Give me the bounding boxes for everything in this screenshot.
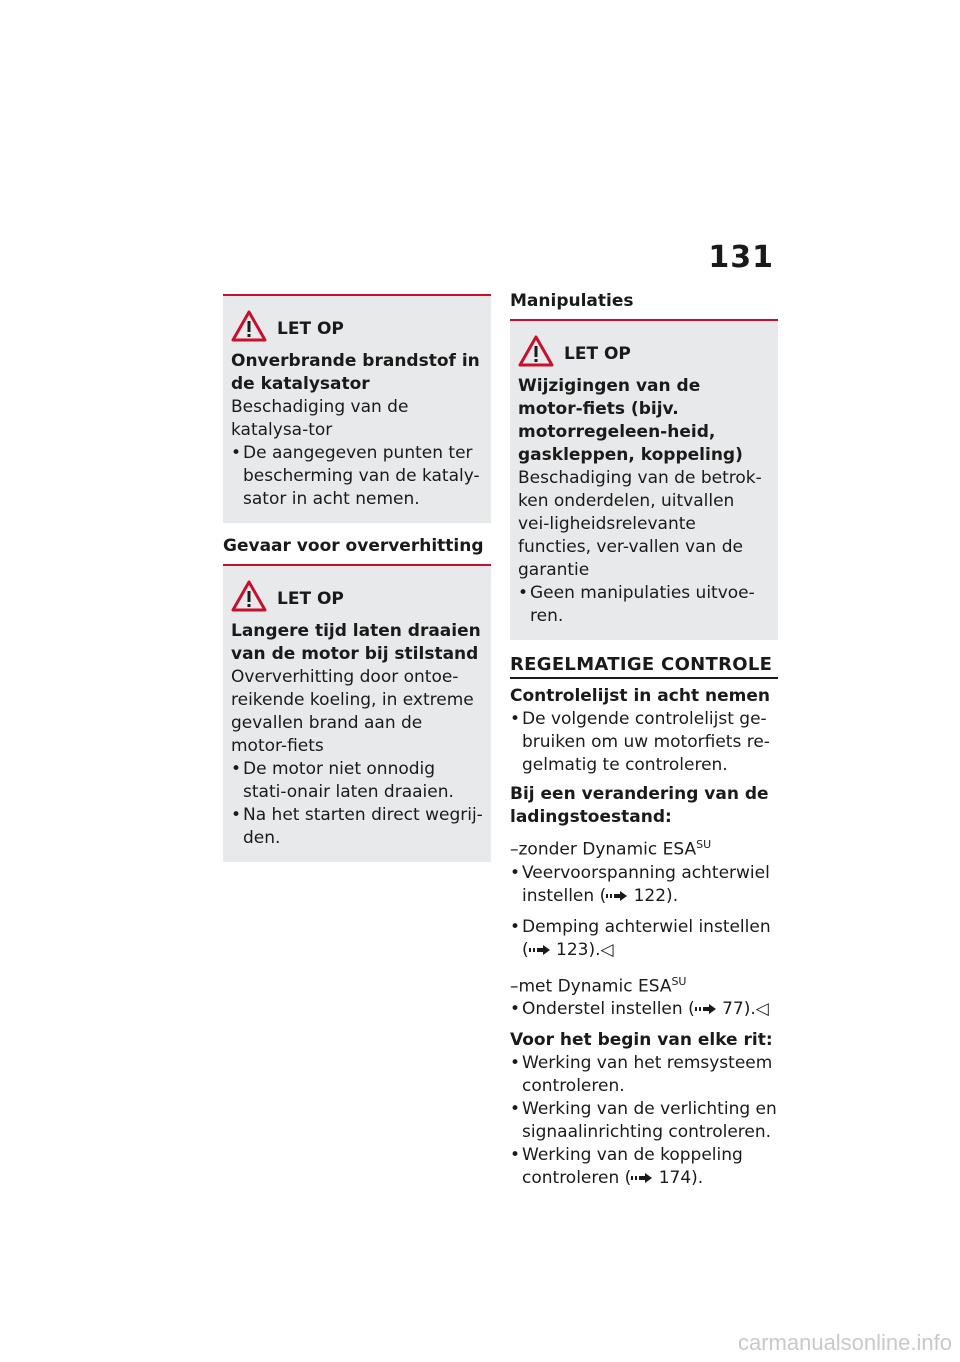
warning-header bbox=[231, 580, 483, 612]
list-item: • Geen manipulaties uitvoe-ren. bbox=[518, 583, 755, 626]
dash-item-without-esa: –zonder Dynamic $ESA^{SU}$ bbox=[510, 838, 712, 860]
warning-label: LET OP bbox=[277, 589, 344, 609]
before-ride-list bbox=[510, 1052, 778, 1190]
list-item: • Werking van de koppeling controleren ( 174). bbox=[510, 1145, 743, 1189]
checklist-intro bbox=[510, 708, 778, 777]
page-reference-arrow-icon bbox=[695, 1004, 717, 1014]
warning-bullets bbox=[231, 758, 483, 850]
page-reference[interactable]: 122). bbox=[633, 885, 679, 906]
page-number: 131 bbox=[708, 240, 774, 275]
subheading-load-change: Bij een verandering van de ladingstoestand: bbox=[510, 784, 769, 827]
warning-triangle-icon bbox=[231, 310, 267, 342]
list-item: • Na het starten direct wegrij-den. bbox=[231, 805, 483, 848]
warning-label: LET OP bbox=[277, 319, 344, 339]
page-reference-arrow-icon bbox=[606, 891, 628, 901]
right-column bbox=[510, 290, 778, 1190]
dash-item-with-esa: –met Dynamic $ESA^{SU}$ bbox=[510, 974, 687, 997]
warning-box-manipulations bbox=[510, 321, 778, 640]
warning-text: Oververhitting door ontoe-reikende koeling, in extreme gevallen brand aan de motor-fiets bbox=[231, 667, 474, 756]
list-item: • Veervoorspanning achterwiel instellen ( 122). bbox=[510, 862, 770, 906]
warning-bullets bbox=[518, 582, 770, 628]
warning-box-catalyst bbox=[223, 294, 491, 523]
warning-triangle-icon bbox=[518, 335, 554, 367]
left-column bbox=[223, 294, 491, 862]
page-reference-arrow-icon bbox=[631, 1173, 653, 1183]
warning-text: Beschadiging van de katalysa-tor bbox=[231, 397, 409, 440]
list-item: • Werking van het remsysteem controleren. bbox=[510, 1053, 773, 1097]
major-title-regular-check: REGELMATIGE CONTROLE bbox=[510, 640, 778, 679]
list-item: • Werking van de verlichting en signaalinrichting controleren. bbox=[510, 1099, 777, 1143]
warning-box-overheating bbox=[223, 566, 491, 862]
page-reference[interactable]: 123).◁ bbox=[556, 939, 614, 960]
section-title-manipulations: Manipulaties bbox=[510, 290, 778, 321]
warning-bullets bbox=[231, 442, 483, 511]
warning-text: Beschadiging van de betrok-ken onderdelen, uitvallen vei-ligheidsrelevante functies, ver-vallen van de garantie bbox=[518, 468, 762, 580]
page-reference[interactable]: 77).◁ bbox=[722, 999, 769, 1020]
list-item: • De aangegeven punten ter bescherming van de kataly-sator in acht nemen. bbox=[231, 443, 480, 509]
with-esa-list bbox=[510, 998, 778, 1021]
list-item: • Onderstel instellen ( 77).◁ bbox=[510, 999, 769, 1020]
warning-heading: Wijzigingen van de motor-fiets (bijv. motorregeleen-heid, gaskleppen, koppeling) bbox=[518, 376, 743, 465]
warning-label: LET OP bbox=[564, 344, 631, 364]
watermark: carmanualsonline.info bbox=[737, 1330, 952, 1355]
warning-header bbox=[518, 335, 770, 367]
list-item: • Demping achterwiel instellen ( 123).◁ bbox=[510, 916, 771, 960]
warning-heading: Onverbrande brandstof in de katalysator bbox=[231, 351, 480, 394]
list-item: • De motor niet onnodig stati-onair laten draaien. bbox=[231, 759, 454, 802]
warning-heading: Langere tijd laten draaien van de motor bij stilstand bbox=[231, 621, 481, 664]
warning-triangle-icon bbox=[231, 580, 267, 612]
list-item: • De volgende controlelijst ge-bruiken om uw motorfiets re-gelmatig te controleren. bbox=[510, 709, 770, 775]
page-reference-arrow-icon bbox=[529, 945, 551, 955]
subheading-checklist: Controlelijst in acht nemen bbox=[510, 686, 770, 706]
section-title-overheating: Gevaar voor oververhitting bbox=[223, 523, 491, 566]
warning-header bbox=[231, 310, 483, 342]
subheading-before-ride: Voor het begin van elke rit: bbox=[510, 1030, 773, 1051]
page-reference[interactable]: 174). bbox=[658, 1168, 704, 1189]
without-esa-list bbox=[510, 862, 778, 962]
